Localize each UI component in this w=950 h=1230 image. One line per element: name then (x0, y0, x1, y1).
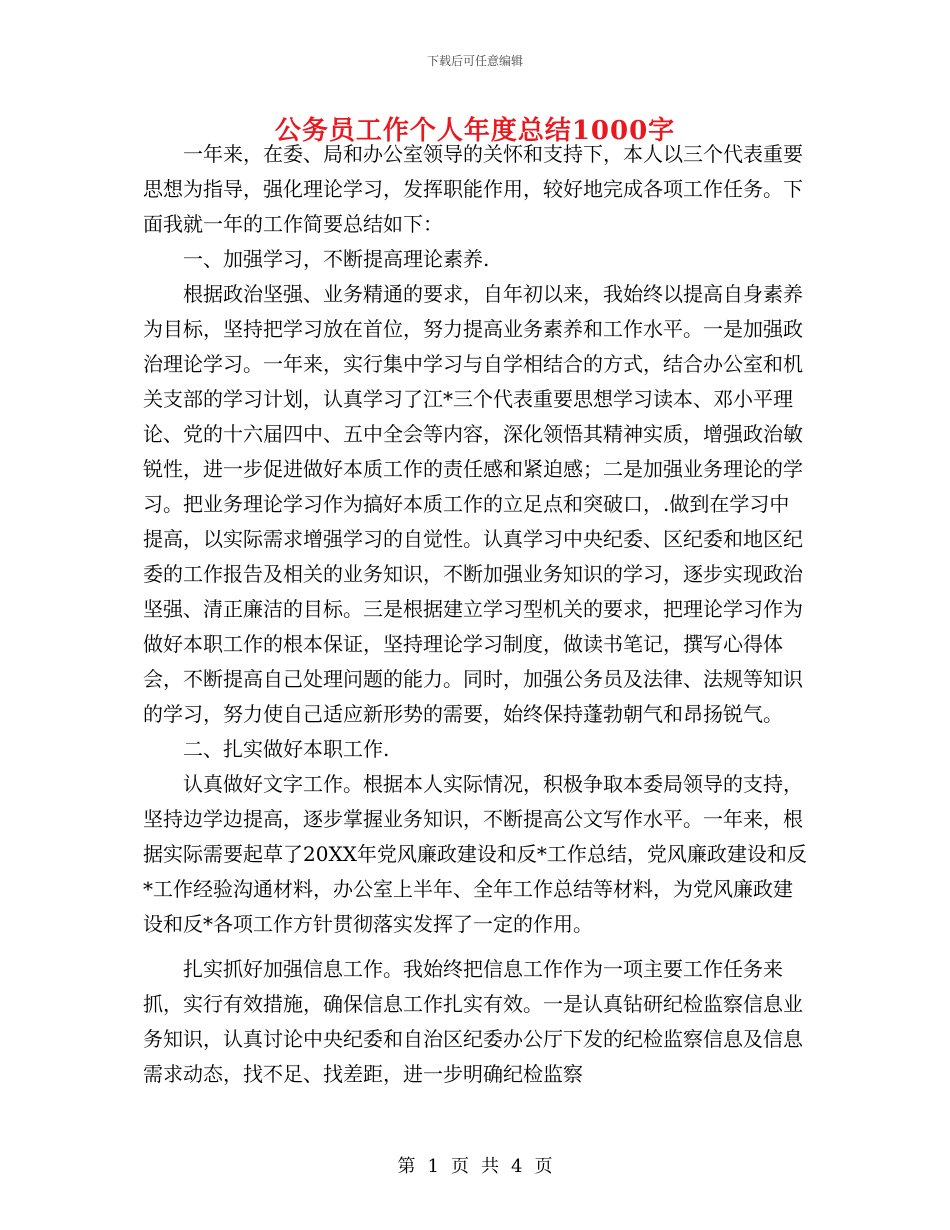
paragraph-information: 扎实抓好加强信息工作。我始终把信息工作作为一项主要工作任务来抓，实行有效措施，确保信息工作扎实有效。一是认真钻研纪检监察信息业务知识，认真讨论中央纪委和自治区纪委办公厅下发的纪检监察信息及信息需求动态，找不足、找差距，进一步明确纪检监察 (143, 957, 803, 1086)
footer-total-word: 共 (481, 1156, 499, 1177)
footer-page-word: 页 (451, 1156, 469, 1177)
document-body (143, 137, 808, 1092)
footer-total-pages: 4 (511, 1156, 523, 1177)
paragraph-intro: 一年来，在委、局和办公室领导的关怀和支持下，本人以三个代表重要思想为指导，强化理论学习，发挥职能作用，较好地完成各项工作任务。下面我就一年的工作简要总结如下： (143, 142, 803, 236)
paragraph-writing: 认真做好文字工作。根据本人实际情况，积极争取本委局领导的支持，坚持边学边提高，逐步掌握业务知识，不断提高公文写作水平。一年来，根据实际需要起草了20XX年党风廉政建设和反*工作总结，党风廉政建设和反*工作经验沟通材料，办公室上半年、全年工作总结等材料，为党风廉政建设和反*各项工作方针贯彻落实发挥了一定的作用。 (143, 772, 807, 936)
document-title: 公务员工作个人年度总结1000字 (274, 116, 676, 146)
footer-suffix: 页 (534, 1156, 553, 1177)
paragraph-study: 根据政治坚强、业务精通的要求，自年初以来，我始终以提高自身素养为目标，坚持把学习放在首位，努力提高业务素养和工作水平。一是加强政治理论学习。一年来，实行集中学习与自学相结合的方式，结合办公室和机关支部的学习计划，认真学习了江*三个代表重要思想学习读本、邓小平理论、党的十六届四中、五中全会等内容，深化领悟其精神实质，增强政治敏锐性，进一步促进做好本质工作的责任感和紧迫感；二是加强业务理论的学习。把业务理论学习作为搞好本质工作的立足点和突破口，.做到在学习中提高，以实际需求增强学习的自觉性。认真学习中央纪委、区纪委和地区纪委的工作报告及相关的业务知识，不断加强业务知识的学习，逐步实现政治坚强、清正廉洁的目标。三是根据建立学习型机关的要求，把理论学习作为做好本职工作的根本保证，坚持理论学习制度，做读书笔记，撰写心得体会，不断提高自己处理问题的能力。同时，加强公务员及法律、法规等知识的学习，努力使自己适应新形势的需要，始终保持蓬勃朝气和昂扬锐气。 (143, 282, 803, 726)
section-heading-2: 二、扎实做好本职工作. (183, 737, 390, 761)
header-note: 下载后可任意编辑 (426, 54, 523, 68)
footer-page-number: 1 (427, 1156, 439, 1177)
footer-prefix: 第 (397, 1156, 416, 1177)
page-footer (0, 1152, 950, 1178)
section-heading-1: 一、加强学习，不断提高理论素养. (183, 247, 490, 271)
